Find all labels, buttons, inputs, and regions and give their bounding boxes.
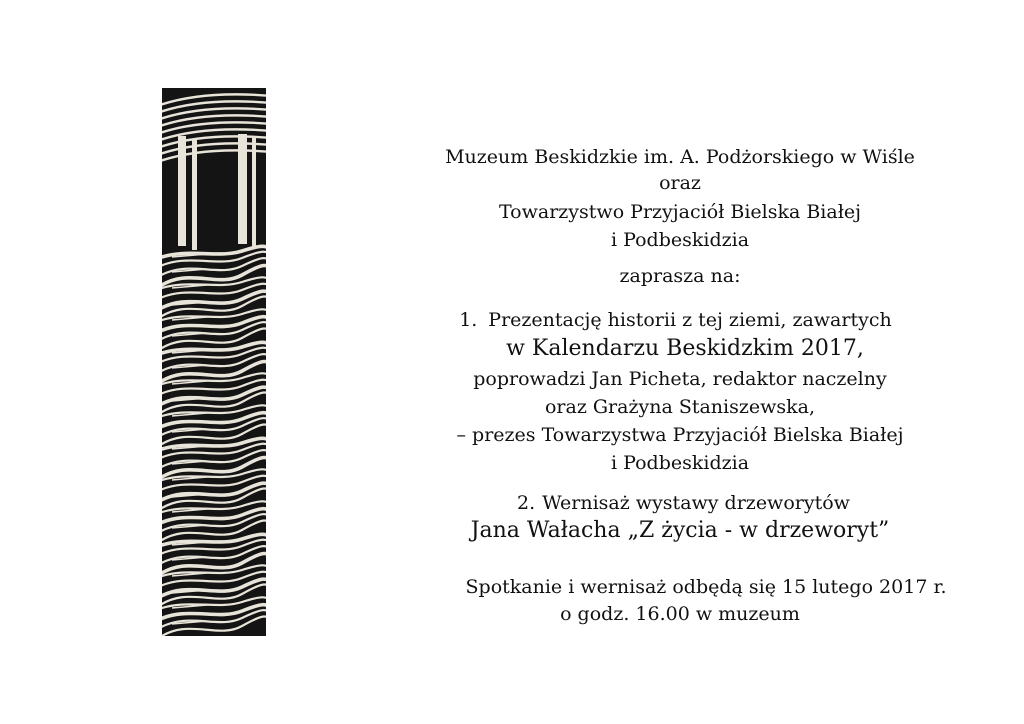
footer-line1: Spotkanie i wernisaż odbędą się 15 lutego 2017 r. <box>465 576 947 598</box>
item1-line4: oraz Grażyna Staniszewska, <box>544 396 816 418</box>
item1-line2: w Kalendarzu Beskidzkim 2017, <box>506 336 864 361</box>
invite-heading: zaprasza na: <box>619 265 741 287</box>
organizer-society-line2: i Podbeskidzia <box>610 229 750 251</box>
organizer-museum: Muzeum Beskidzkie im. A. Podżorskiego w Wiśle <box>445 146 915 168</box>
item1-line5: – prezes Towarzystwa Przyjaciół Bielska Białej <box>456 424 904 446</box>
item1-line1 <box>310 309 1024 331</box>
woodcut-image <box>162 88 266 636</box>
item2-line1-text: Wernisaż wystawy drzeworytów <box>542 492 850 514</box>
footer-line2: o godz. 16.00 w muzeum <box>560 603 800 625</box>
item1-line1-text: Prezentację historii z tej ziemi, zawartych <box>488 309 892 331</box>
woodcut-post <box>238 134 247 244</box>
organizer-society-line1: Towarzystwo Przyjaciół Bielska Białej <box>498 201 862 223</box>
woodcut-post <box>252 138 256 248</box>
item1-line3: poprowadzi Jan Picheta, redaktor naczelny <box>473 368 887 390</box>
woodcut-svg <box>162 88 266 636</box>
invitation-text <box>330 0 1024 724</box>
item2-number: 2. <box>516 492 536 514</box>
conjunction-oraz: oraz <box>659 172 701 194</box>
woodcut-post <box>178 136 186 246</box>
item1-line6: i Podbeskidzia <box>610 452 750 474</box>
woodcut-background <box>162 88 266 636</box>
item2-line1 <box>330 492 1024 514</box>
woodcut-post <box>192 140 197 250</box>
item1-number: 1. <box>459 309 478 331</box>
item2-line2: Jana Wałacha „Z życia - w drzeworyt” <box>470 518 890 543</box>
